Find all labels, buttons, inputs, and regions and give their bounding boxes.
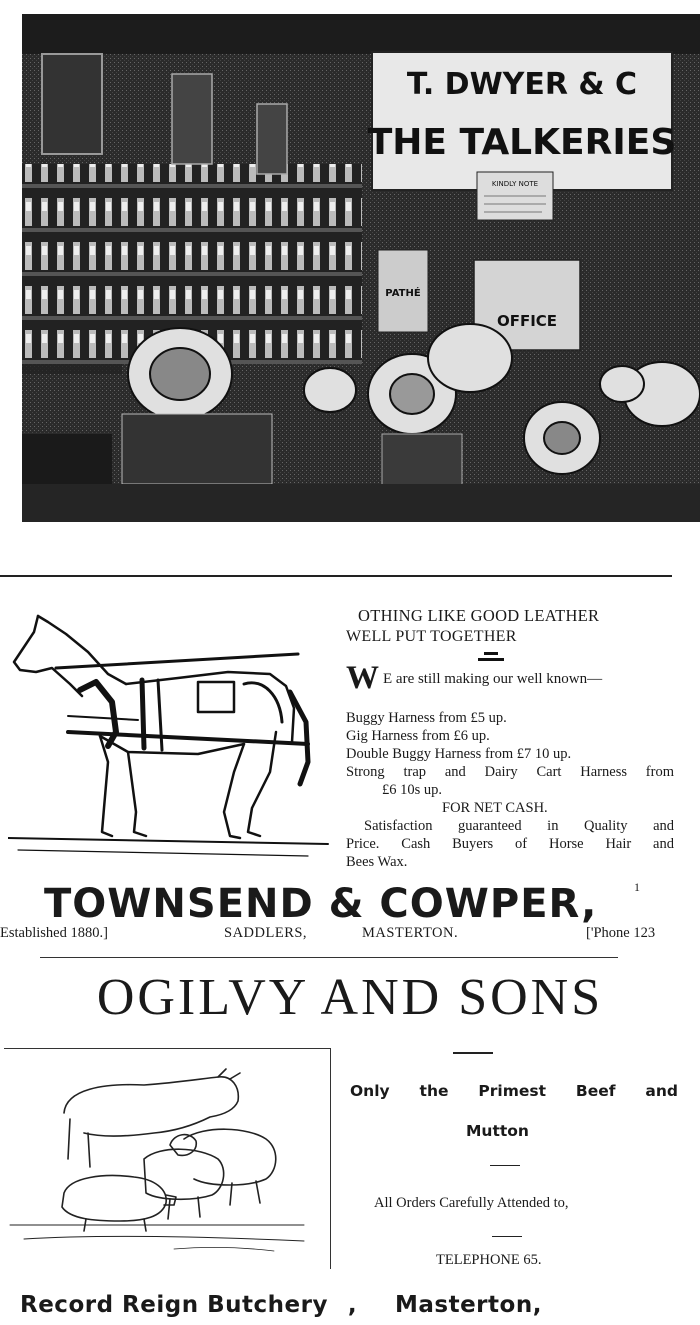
drop-cap: W — [346, 660, 379, 696]
intro-text: E are still making our well known— — [383, 671, 603, 687]
notice-sign-text: KINDLY NOTE — [491, 180, 539, 188]
satisfaction-line-2: Price. Cash Buyers of Horse Hair and — [346, 836, 674, 852]
headline-line-1: OTHING LIKE GOOD LEATHER — [358, 606, 600, 625]
brand-mark: 1 — [634, 880, 640, 894]
tagline-line-2: Mutton — [466, 1122, 529, 1140]
pathe-poster — [378, 250, 428, 332]
list-item-trap: Strong trap and Dairy Cart Harness from — [346, 764, 674, 780]
dash-2 — [492, 1236, 522, 1237]
section-divider-2 — [40, 957, 618, 958]
terms-text: FOR NET CASH. — [442, 800, 548, 816]
headline-line-2: WELL PUT TOGETHER — [346, 628, 517, 645]
sign-title-line2: THE TALKERIES — [367, 122, 677, 163]
town-text: MASTERTON. — [362, 925, 459, 941]
pathe-poster-text: PATHÉ — [385, 288, 421, 299]
list-item-buggy: Buggy Harness from £5 up. — [346, 710, 507, 726]
notice-sign — [477, 172, 553, 220]
butchery-town: Masterton, — [394, 1292, 542, 1318]
short-rule — [453, 1052, 493, 1054]
office-sign-text: OFFICE — [496, 312, 558, 330]
ogilvy-title-text: OGILVY AND SONS — [96, 969, 604, 1026]
ogilvy-title — [0, 969, 700, 1026]
butchery-name: Record Reign Butchery — [20, 1292, 328, 1318]
dash-1 — [490, 1165, 520, 1166]
telephone-text: TELEPHONE 65. — [436, 1252, 542, 1268]
tagline-line-1-text: Only the Primest Beef and — [350, 1082, 678, 1100]
shop-photograph — [22, 14, 700, 522]
orders-text: All Orders Carefully Attended to, — [374, 1195, 569, 1211]
established-text: Established 1880.] — [0, 925, 108, 941]
livestock-illustration-frame — [4, 1048, 331, 1269]
satisfaction-line-1: Satisfaction guaranteed in Quality and — [364, 818, 674, 834]
phone-text: ['Phone 123 — [586, 925, 656, 941]
trade-text: SADDLERS, — [224, 925, 308, 941]
butchery-footer — [20, 1292, 668, 1318]
harnessed-horse-illustration — [8, 612, 334, 864]
livestock-illustration — [4, 1049, 330, 1269]
list-item-gig: Gig Harness from £6 up. — [346, 728, 490, 744]
dwyer-sign — [368, 52, 677, 190]
tagline-line-1 — [350, 1082, 678, 1100]
list-item-trap-price: £6 10s up. — [382, 782, 443, 798]
satisfaction-line-3: Bees Wax. — [346, 854, 408, 870]
intro-line — [346, 660, 686, 697]
list-item-double-buggy: Double Buggy Harness from £7 10 up. — [346, 746, 572, 762]
footer-separator: , — [347, 1292, 358, 1318]
photo-drawing — [22, 14, 700, 522]
sign-title-line1: T. DWYER & C — [406, 67, 638, 102]
section-divider — [0, 575, 672, 577]
townsend-cowper-brand: TOWNSEND & COWPER, — [44, 881, 598, 927]
